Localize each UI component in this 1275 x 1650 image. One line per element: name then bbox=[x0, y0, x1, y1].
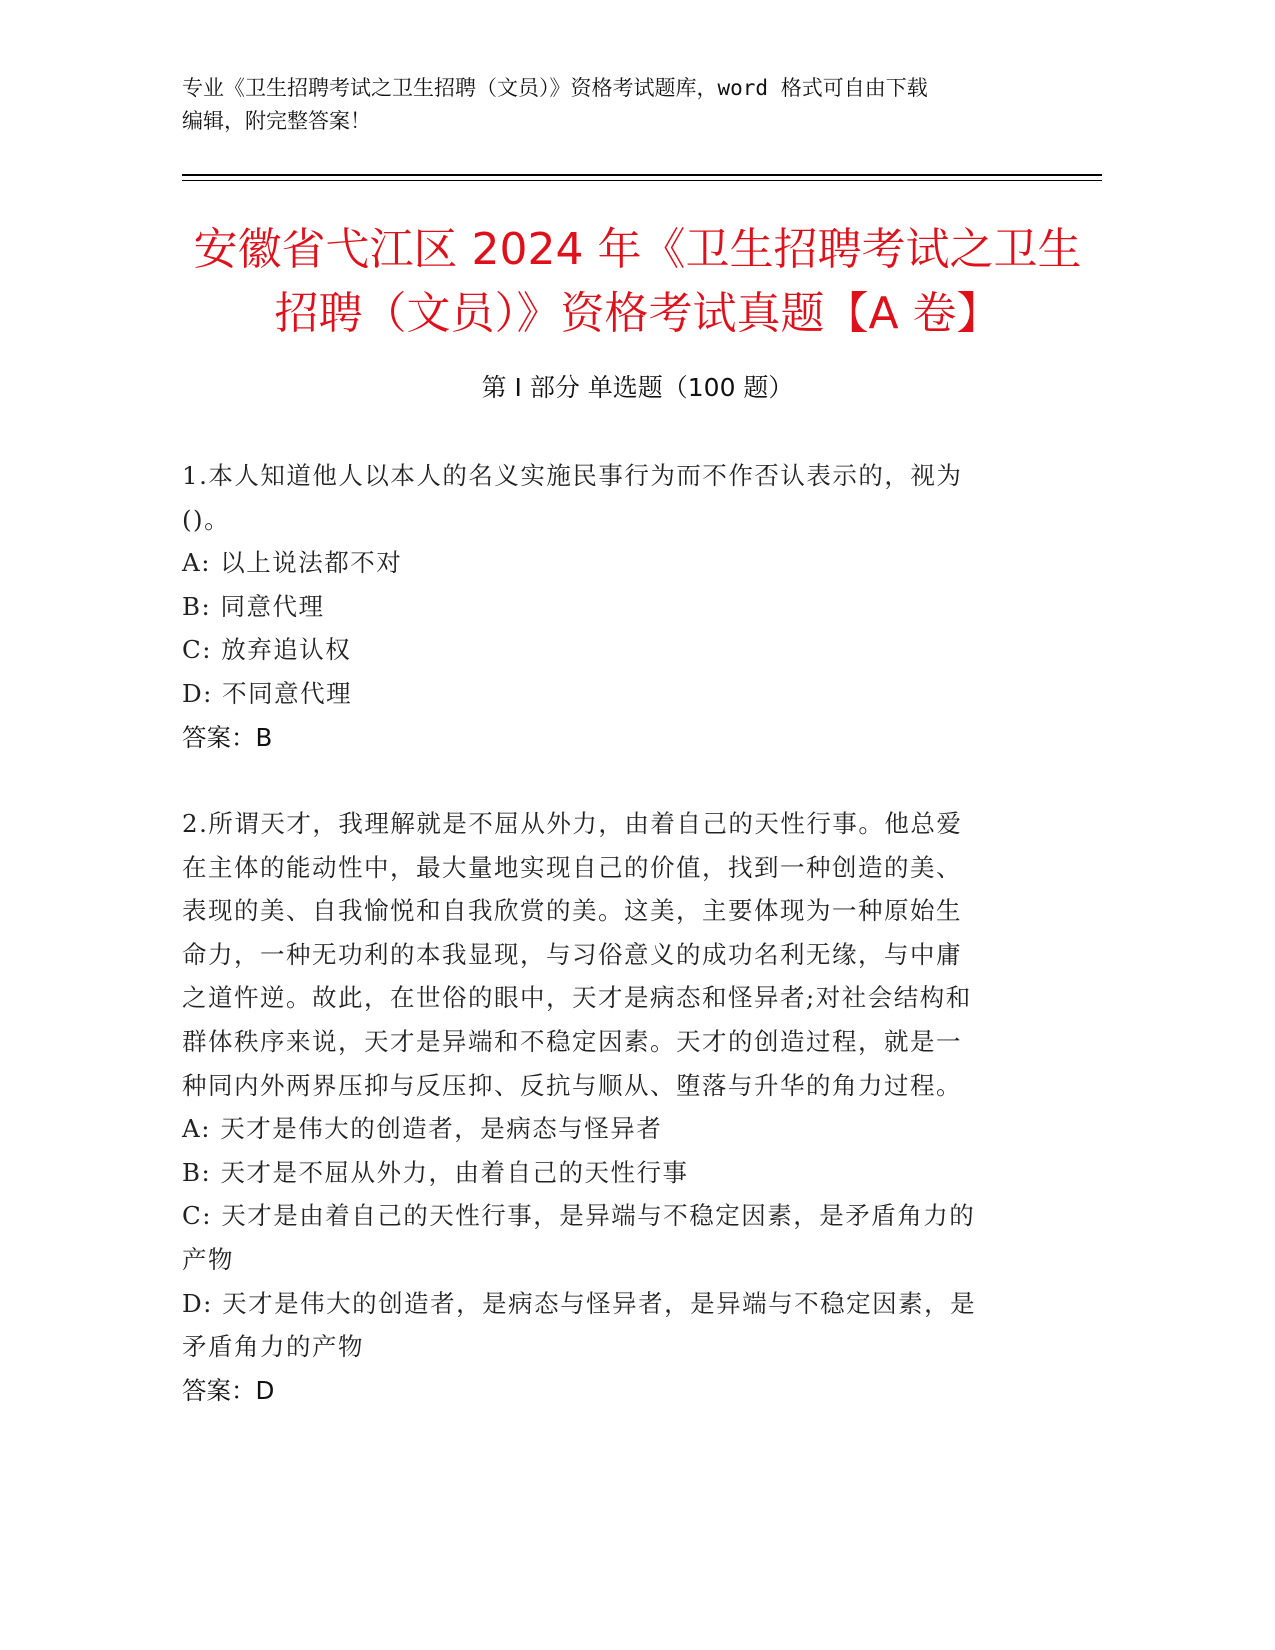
question-stem-line: ()。 bbox=[182, 504, 231, 534]
option-b: B: 天才是不屈从外力，由着自己的天性行事 bbox=[182, 1157, 689, 1187]
title-line-1: 安徽省弋江区 2024 年《卫生招聘考试之卫生 bbox=[193, 224, 1082, 275]
header-rule-thick bbox=[182, 174, 1102, 176]
question-stem-line: 2.所谓天才，我理解就是不屈从外力，由着自己的天性行事。他总爱 bbox=[182, 809, 963, 838]
answer-line: 答案：D bbox=[182, 1375, 275, 1405]
option-c-continued: 产物 bbox=[182, 1244, 234, 1274]
option-d-continued: 矛盾角力的产物 bbox=[182, 1332, 364, 1362]
question-stem-line: 表现的美、自我愉悦和自我欣赏的美。这美，主要体现为一种原始生 bbox=[182, 896, 962, 926]
header-line-1: 专业《卫生招聘考试之卫生招聘（文员）》资格考试题库，word 格式可自由下载 bbox=[182, 76, 928, 100]
question-stem-line: 群体秩序来说，天才是异端和不稳定因素。天才的创造过程，就是一 bbox=[182, 1026, 962, 1056]
question-stem-line: 之道忤逆。故此，在世俗的眼中，天才是病态和怪异者;对社会结构和 bbox=[182, 983, 972, 1013]
question-stem-line: 在主体的能动性中，最大量地实现自己的价值，找到一种创造的美、 bbox=[182, 852, 962, 882]
question-stem-line: 种同内外两界压抑与反压抑、反抗与顺从、堕落与升华的角力过程。 bbox=[182, 1070, 962, 1100]
question-stem-line: 命力，一种无功利的本我显现，与习俗意义的成功名利无缘，与中庸 bbox=[182, 939, 962, 969]
option-c: C: 放弃追认权 bbox=[182, 635, 352, 665]
option-a: A: 天才是伟大的创造者，是病态与怪异者 bbox=[182, 1114, 663, 1144]
answer-line: 答案：B bbox=[182, 722, 273, 752]
title-line-2: 招聘（文员）》资格考试真题【A 卷】 bbox=[274, 288, 1001, 339]
option-d: D: 天才是伟大的创造者，是病态与怪异者，是异端与不稳定因素，是 bbox=[182, 1288, 977, 1318]
header-rule-thin bbox=[182, 180, 1102, 181]
option-c: C: 天才是由着自己的天性行事，是异端与不稳定因素，是矛盾角力的 bbox=[182, 1201, 976, 1231]
option-b: B: 同意代理 bbox=[182, 591, 325, 621]
question-stem-line: 1.本人知道他人以本人的名义实施民事行为而不作否认表示的，视为 bbox=[182, 461, 963, 490]
section-heading: 第 I 部分 单选题（100 题） bbox=[481, 373, 794, 402]
document-title bbox=[150, 218, 1125, 346]
question-1 bbox=[182, 454, 1062, 759]
question-2 bbox=[182, 802, 1062, 1412]
page-header bbox=[182, 72, 1062, 138]
option-d: D: 不同意代理 bbox=[182, 678, 353, 708]
option-a: A: 以上说法都不对 bbox=[182, 548, 403, 578]
header-line-2: 编辑，附完整答案！ bbox=[182, 109, 371, 133]
